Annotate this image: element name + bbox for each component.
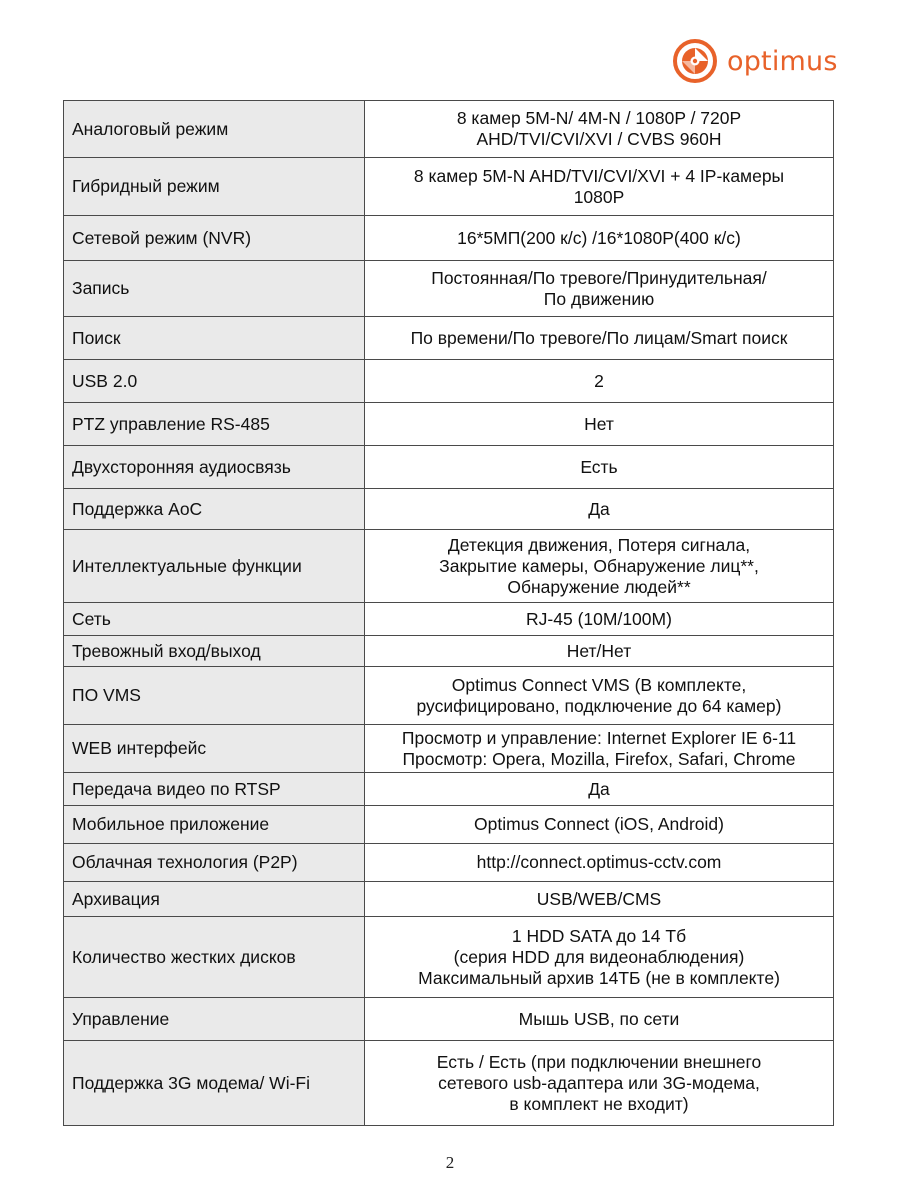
spec-value: RJ-45 (10M/100M): [365, 603, 834, 636]
table-row: [64, 446, 834, 489]
spec-label: Сеть: [64, 603, 365, 636]
table-row: [64, 1041, 834, 1126]
table-row: [64, 917, 834, 998]
spec-value: По времени/По тревоге/По лицам/Smart поиск: [365, 317, 834, 360]
spec-label: Мобильное приложение: [64, 806, 365, 844]
table-row: [64, 882, 834, 917]
spec-label: Аналоговый режим: [64, 101, 365, 158]
table-row: [64, 261, 834, 317]
spec-label: Сетевой режим (NVR): [64, 216, 365, 261]
table-row: [64, 360, 834, 403]
spec-table: [63, 100, 834, 1126]
spec-value: Да: [365, 773, 834, 806]
spec-label: Гибридный режим: [64, 158, 365, 216]
spec-label: Передача видео по RTSP: [64, 773, 365, 806]
table-row: [64, 667, 834, 725]
spec-label: Интеллектуальные функции: [64, 530, 365, 603]
table-row: [64, 806, 834, 844]
spec-value: 16*5МП(200 к/с) /16*1080P(400 к/с): [365, 216, 834, 261]
spec-label: USB 2.0: [64, 360, 365, 403]
table-row: [64, 101, 834, 158]
spec-value: Нет/Нет: [365, 636, 834, 667]
table-row: [64, 725, 834, 773]
spec-value: Есть: [365, 446, 834, 489]
spec-value: 8 камер 5M-N AHD/TVI/CVI/XVI + 4 IP-камеры 1080P: [365, 158, 834, 216]
spec-value: Просмотр и управление: Internet Explorer IE 6-11 Просмотр: Opera, Mozilla, Firefox, Safari, Chrome: [365, 725, 834, 773]
spec-value: Постоянная/По тревоге/Принудительная/ По движению: [365, 261, 834, 317]
spec-label: ПО VMS: [64, 667, 365, 725]
table-row: [64, 317, 834, 360]
spec-label: PTZ управление RS-485: [64, 403, 365, 446]
spec-label: Поддержка 3G модема/ Wi-Fi: [64, 1041, 365, 1126]
spec-value: Optimus Connect VMS (В комплекте, русифицировано, подключение до 64 камер): [365, 667, 834, 725]
spec-value: Есть / Есть (при подключении внешнего сетевого usb-адаптера или 3G-модема, в комплект не входит): [365, 1041, 834, 1126]
table-row: [64, 530, 834, 603]
spec-label: Управление: [64, 998, 365, 1041]
spec-label: Количество жестких дисков: [64, 917, 365, 998]
table-row: [64, 489, 834, 530]
spec-value: Мышь USB, по сети: [365, 998, 834, 1041]
spec-label: Запись: [64, 261, 365, 317]
spec-value: Optimus Connect (iOS, Android): [365, 806, 834, 844]
table-row: [64, 403, 834, 446]
spec-value: 8 камер 5M-N/ 4M-N / 1080P / 720P AHD/TVI/CVI/XVI / CVBS 960H: [365, 101, 834, 158]
table-row: [64, 844, 834, 882]
spec-value: Детекция движения, Потеря сигнала, Закрытие камеры, Обнаружение лиц**, Обнаружение людей**: [365, 530, 834, 603]
table-row: [64, 636, 834, 667]
spec-label: Поиск: [64, 317, 365, 360]
page-number: 2: [445, 1153, 455, 1172]
spec-value: 2: [365, 360, 834, 403]
spec-value: Да: [365, 489, 834, 530]
spec-value: USB/WEB/CMS: [365, 882, 834, 917]
table-row: [64, 998, 834, 1041]
spec-label: Двухсторонняя аудиосвязь: [64, 446, 365, 489]
table-row: [64, 158, 834, 216]
table-row: [64, 603, 834, 636]
spec-label: Облачная технология (P2P): [64, 844, 365, 882]
optimus-logo-icon: [672, 38, 718, 84]
spec-label: WEB интерфейс: [64, 725, 365, 773]
table-row: [64, 216, 834, 261]
spec-label: Архивация: [64, 882, 365, 917]
brand-name: optimus: [727, 45, 838, 77]
spec-table-body: [64, 101, 834, 1126]
spec-value: http://connect.optimus-cctv.com: [365, 844, 834, 882]
spec-value: Нет: [365, 403, 834, 446]
spec-label: Поддержка AoC: [64, 489, 365, 530]
table-row: [64, 773, 834, 806]
spec-value: 1 HDD SATA до 14 Тб (серия HDD для видеонаблюдения) Максимальный архив 14ТБ (не в комплекте): [365, 917, 834, 998]
brand-header: [672, 38, 838, 84]
spec-label: Тревожный вход/выход: [64, 636, 365, 667]
